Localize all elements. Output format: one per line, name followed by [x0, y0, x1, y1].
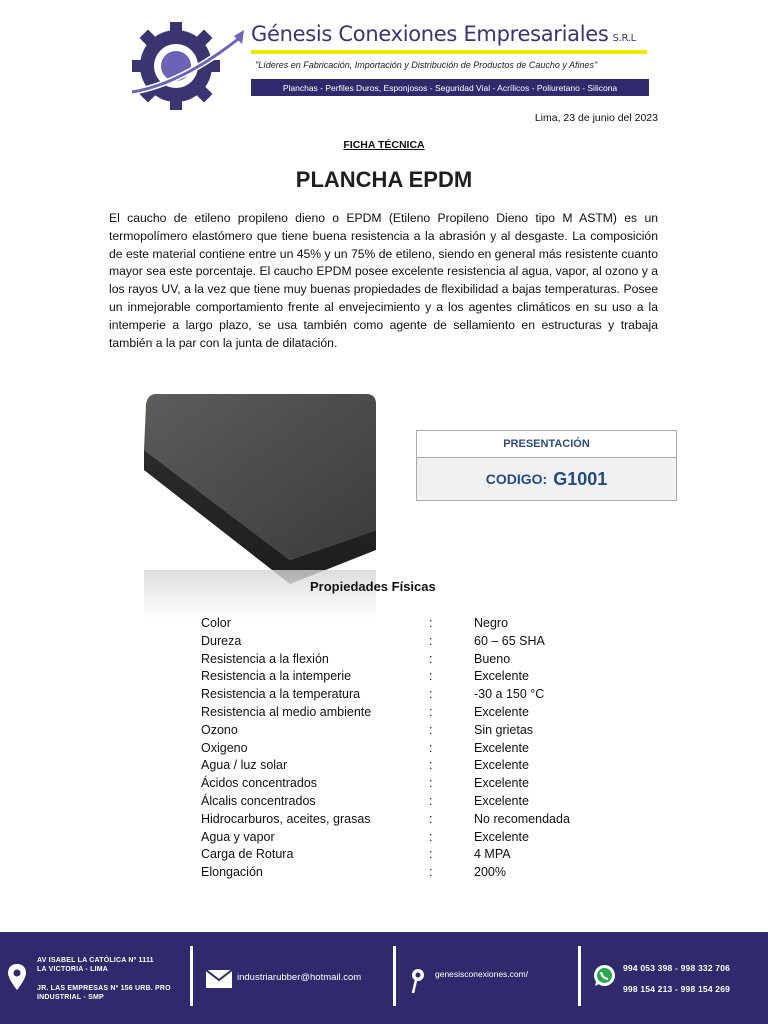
product-code: [417, 458, 676, 500]
footer-website[interactable]: genesisconexiones.com/: [435, 969, 529, 979]
property-name: Oxigeno: [201, 740, 248, 755]
property-value: 4 MPA: [474, 847, 511, 862]
property-value: Excelente: [474, 704, 529, 719]
property-name: Ácidos concentrados: [201, 776, 318, 791]
document-date: Lima, 23 de junio del 2023: [534, 112, 658, 124]
code-label: CODIGO:: [485, 471, 548, 487]
footer-divider: [393, 946, 396, 1006]
property-separator: :: [429, 776, 433, 791]
property-name: Agua / luz solar: [201, 758, 288, 773]
property-name: Resistencia a la temperatura: [201, 687, 361, 702]
property-separator: :: [429, 704, 433, 719]
property-name: Hidrocarburos, aceites, grasas: [201, 811, 371, 826]
company-name-text: Génesis Conexiones Empresariales: [251, 22, 609, 46]
address-1: [37, 956, 154, 974]
property-separator: :: [429, 616, 433, 630]
property-row: [201, 722, 621, 740]
property-separator: :: [429, 687, 433, 702]
property-value: Bueno: [474, 651, 511, 666]
web-pointer-icon: [410, 968, 426, 994]
presentation-header: PRESENTACIÓN: [417, 431, 676, 458]
code-value: G1001: [553, 468, 608, 489]
footer-divider: [578, 946, 581, 1006]
property-row: [201, 811, 621, 829]
company-slogan: "Líderes en Fabricación, Importación y Distribución de Productos de Caucho y Afines": [255, 60, 598, 70]
footer-email[interactable]: industriarubber@hotmail.com: [237, 972, 362, 983]
property-row: [201, 686, 621, 704]
property-value: 60 – 65 SHA: [474, 633, 545, 648]
document-type: FICHA TÉCNICA: [343, 139, 425, 151]
property-separator: :: [429, 740, 433, 755]
address-1-line-2: LA VICTORIA - LIMA: [37, 966, 109, 973]
property-name: Elongación: [201, 865, 263, 880]
property-row: [201, 651, 621, 669]
property-name: Resistencia al medio ambiente: [201, 704, 372, 719]
property-row: [201, 864, 621, 882]
property-value: Excelente: [474, 793, 529, 808]
property-value: Excelente: [474, 829, 529, 844]
property-separator: :: [429, 847, 433, 862]
address-1-line-1: AV ISABEL LA CATÓLICA Nº 1111: [37, 957, 154, 964]
footer: [0, 932, 768, 1024]
footer-divider: [190, 946, 193, 1006]
location-pin-icon: [8, 964, 26, 990]
property-separator: :: [429, 669, 433, 684]
property-value: Sin grietas: [474, 722, 534, 737]
product-description: El caucho de etileno propileno dieno o EPDM (Etileno Propileno Dieno tipo M ASTM) es un termopolímero elastómero que tiene buena resistencia a la abrasión y al desgaste. La composición de este material contiene entre un 45% y un 75% de etileno, siendo en general más resistente cuanto mayor sea este porcentaje. El caucho EPDM posee excelente resistencia al agua, vapor, al ozono y a los rayos UV, a la vez que tiene muy buenas propiedades de flexibilidad a bajas temperaturas. Posee un inmejorable comportamiento frente al envejecimiento y a los agentes climáticos en su uso a la intemperie a largo plazo, se usa también como agente de sellamiento en estructuras y trabaja también a la par con la junta de dilatación.: [109, 211, 658, 350]
property-row: [201, 793, 621, 811]
property-row: [201, 775, 621, 793]
property-name: Carga de Rotura: [201, 847, 294, 862]
property-row: [201, 846, 621, 864]
property-value: 200%: [474, 865, 506, 880]
property-name: Ozono: [201, 722, 238, 737]
property-value: Excelente: [474, 758, 529, 773]
property-separator: :: [429, 793, 433, 808]
property-value: Negro: [474, 616, 509, 630]
company-name: [251, 22, 636, 46]
property-value: -30 a 150 °C: [474, 687, 545, 702]
property-row: [201, 633, 621, 651]
document-title: PLANCHA EPDM: [295, 167, 473, 192]
property-name: Dureza: [201, 633, 242, 648]
property-value: Excelente: [474, 740, 529, 755]
property-name: Resistencia a la flexión: [201, 651, 329, 666]
address-2-line-1: JR. LAS EMPRESAS Nº 156 URB. PRO: [37, 985, 171, 992]
property-separator: :: [429, 651, 433, 666]
property-row: [201, 704, 621, 722]
property-row: [201, 668, 621, 686]
property-separator: :: [429, 865, 433, 880]
properties-table: [201, 615, 621, 882]
property-row: [201, 829, 621, 847]
mail-icon: [206, 970, 232, 988]
property-name: Álcalis concentrados: [201, 793, 316, 808]
presentation-box: [416, 430, 677, 501]
property-value: Excelente: [474, 669, 529, 684]
company-suffix: S.R.L: [612, 33, 636, 44]
header-divider: [251, 50, 647, 54]
property-value: Excelente: [474, 776, 529, 791]
property-row: [201, 757, 621, 775]
footer-phones-2: 998 154 213 - 998 154 269: [623, 984, 731, 994]
property-name: Agua y vapor: [201, 829, 275, 844]
property-value: No recomendada: [474, 811, 570, 826]
property-separator: :: [429, 758, 433, 773]
address-2-line-2: INDUSTRIAL - SMP: [37, 994, 104, 1001]
property-row: [201, 615, 621, 633]
property-separator: :: [429, 811, 433, 826]
properties-title: Propiedades Físicas: [310, 579, 436, 594]
property-separator: :: [429, 722, 433, 737]
property-separator: :: [429, 829, 433, 844]
property-name: Resistencia a la intemperie: [201, 669, 352, 684]
property-name: Color: [201, 616, 231, 630]
property-row: [201, 740, 621, 758]
company-logo: [122, 14, 250, 112]
property-separator: :: [429, 633, 433, 648]
whatsapp-icon: [593, 964, 616, 987]
footer-phones-1: 994 053 398 - 998 332 706: [623, 963, 731, 973]
address-2: [37, 984, 171, 1002]
products-bar: Planchas - Perfiles Duros, Esponjosos - Seguridad Vial - Acrílicos - Poliuretano - Silicona: [251, 79, 649, 96]
